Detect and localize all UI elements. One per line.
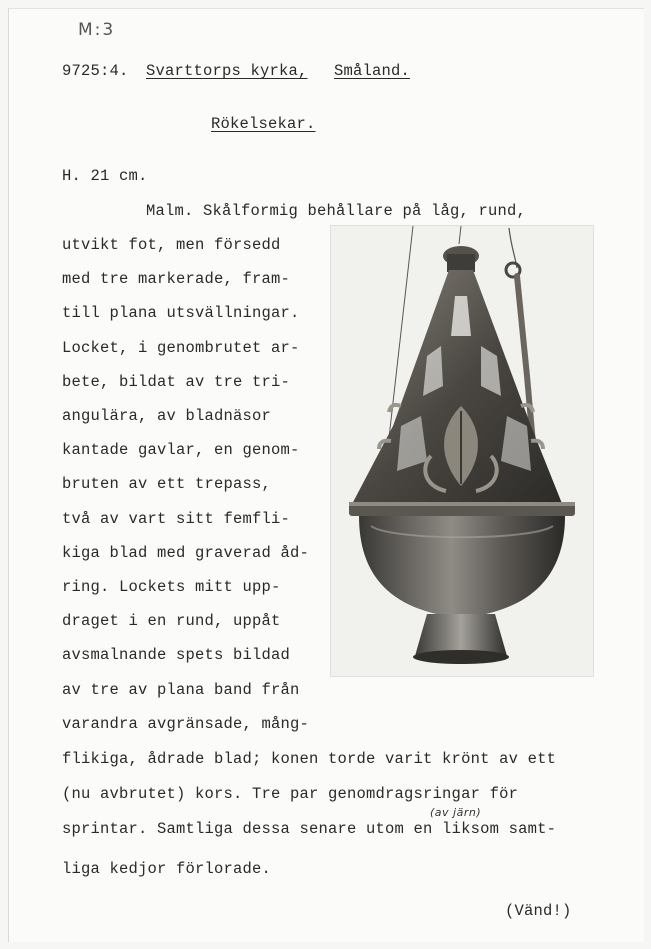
text-line: varandra avgränsade, mång-: [62, 715, 310, 733]
turn-over-note: (Vänd!): [505, 902, 572, 920]
text-line: liga kedjor förlorade.: [62, 860, 272, 878]
region-name: Småland.: [334, 62, 411, 80]
text-line: kiga blad med graverad åd-: [62, 544, 310, 562]
text-line: till plana utsvällningar.: [62, 304, 300, 322]
text-line: av tre av plana band från: [62, 681, 300, 699]
catalog-number: 9725:4.: [62, 62, 129, 80]
church-name: Svarttorps kyrka,: [146, 62, 308, 80]
text-line: Malm. Skålformig behållare på låg, rund,: [146, 202, 527, 220]
text-line: flikiga, ådrade blad; konen torde varit krönt av ett: [62, 750, 557, 768]
text-line: sprintar. Samtliga dessa senare utom en liksom samt-: [62, 820, 557, 838]
text-line: (nu avbrutet) kors. Tre par genomdragsringar för: [62, 785, 519, 803]
text-line: draget i en rund, uppåt: [62, 612, 281, 630]
archive-mark: M:3: [78, 20, 116, 40]
text-line: utvikt fot, men försedd: [62, 236, 281, 254]
text-line: två av vart sitt femfli-: [62, 510, 291, 528]
text-line: angulära, av bladnäsor: [62, 407, 272, 425]
height-measure: H. 21 cm.: [62, 167, 148, 185]
text-line: ring. Lockets mitt upp-: [62, 578, 281, 596]
document-title: Rökelsekar.: [211, 115, 316, 133]
censer-photo: [330, 225, 594, 677]
censer-illustration: [331, 226, 593, 676]
text-line: bruten av ett trepass,: [62, 475, 272, 493]
text-line: bete, bildat av tre tri-: [62, 373, 291, 391]
text-line: Locket, i genombrutet ar-: [62, 339, 300, 357]
text-line: avsmalnande spets bildad: [62, 646, 291, 664]
text-line: kantade gavlar, en genom-: [62, 441, 300, 459]
text-line: med tre markerade, fram-: [62, 270, 291, 288]
handwritten-insertion: (av järn): [430, 806, 482, 819]
